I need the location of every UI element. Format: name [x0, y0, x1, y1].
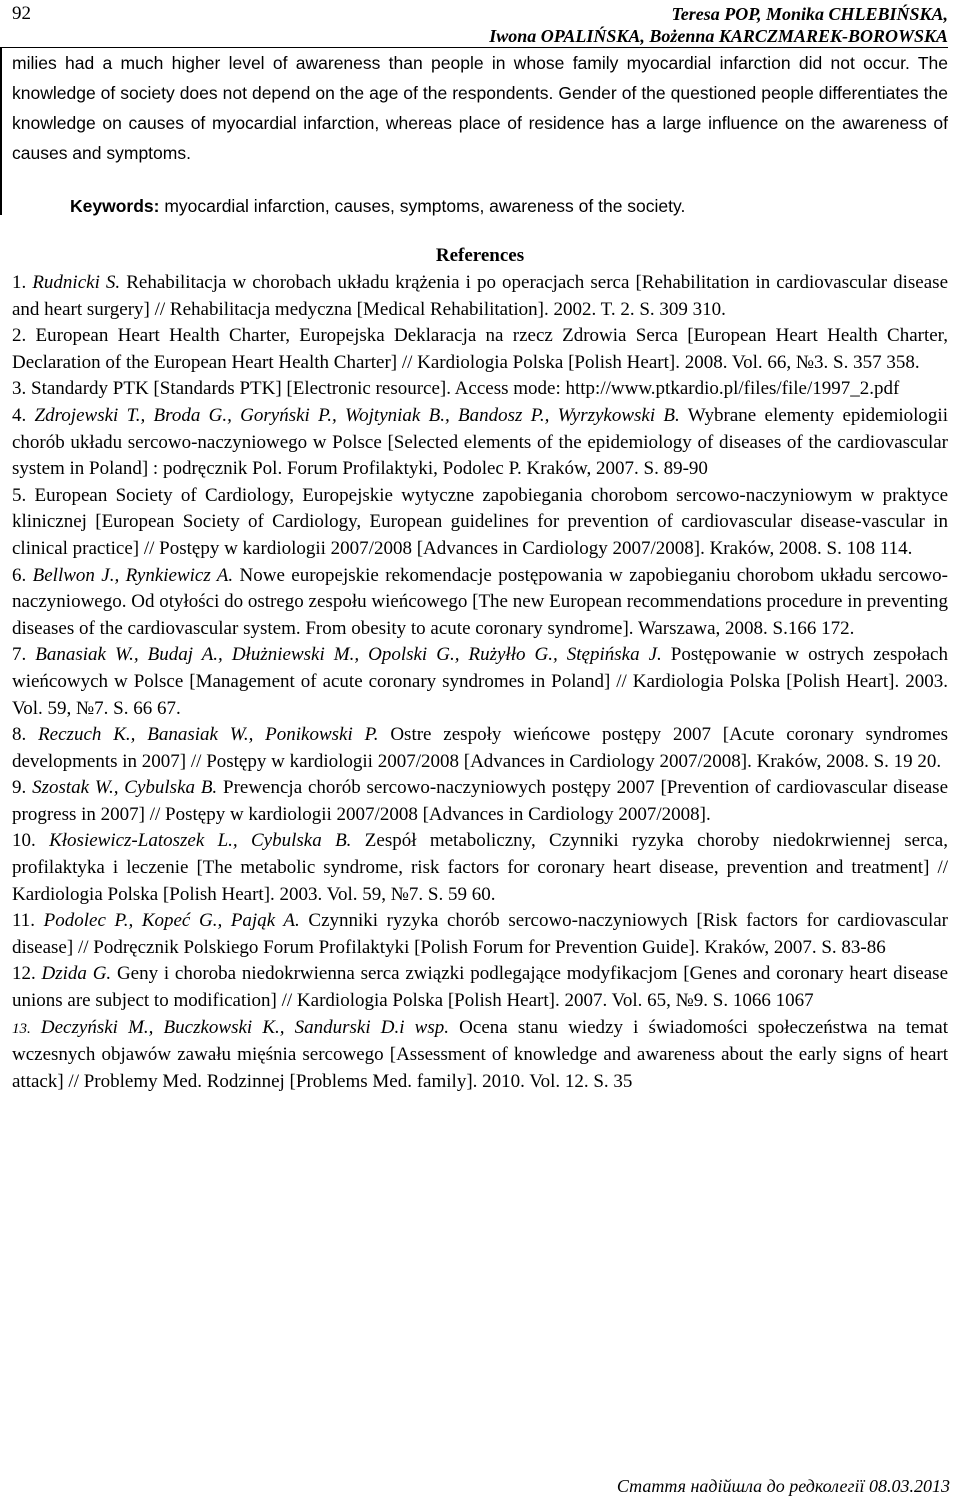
reference-item	[12, 483, 948, 563]
keywords	[70, 191, 950, 221]
received-date-note: Стаття надійшла до редколегії 08.03.2013	[616, 1476, 950, 1496]
running-head	[489, 3, 948, 47]
reference-number: 5.	[12, 484, 27, 506]
reference-item	[12, 775, 948, 828]
reference-text: Wybrane elementy epidemiologii chorób układu sercowo-naczyniowego w Polsce [Selected elements of the epidemiology of diseases of the cardiovascular system in Poland] : podręcznik Pol. Forum Profilaktyki, Podolec P. Kraków, 2007. S. 89-90	[12, 404, 948, 480]
reference-authors: Rudnicki S.	[32, 272, 121, 293]
reference-number: 11.	[12, 910, 36, 932]
reference-item	[12, 270, 948, 323]
reference-text: Prewencja chorób sercowo-naczyniowych postępy 2007 [Prevention of cardiovascular disease progress in 2007] // Postępy w kardiologii 2007/2008 [Advances in Cardiology 2007/2008].	[12, 777, 949, 825]
reference-number: 2.	[12, 325, 27, 347]
reference-authors: Banasiak W., Budaj A., Dłużniewski M., Opolski G., Rużyłło G., Stępińska J.	[35, 644, 662, 666]
reference-authors: Zdrojewski T., Broda G., Goryński P., Wojtyniak B., Bandosz P., Wyrzykowski B.	[34, 404, 680, 426]
reference-text: Nowe europejskie rekomendacje postępowania w zapobieganiu chorobom układu sercowo-naczyniowego. Od otyłości do ostrego zespołu wieńcowego [The new European recommendations procedure in preventing diseases of the cardiovascular system. From obesity to acute coronary syndrome]. Warszawa, 2008. S.166 172.	[12, 564, 948, 639]
reference-authors: Dzida G.	[41, 963, 112, 985]
reference-number: 12.	[12, 963, 36, 985]
abstract	[12, 48, 948, 168]
reference-authors: Deczyński M., Buczkowski K., Sandurski D.i wsp.	[40, 1016, 450, 1038]
reference-number: 6.	[12, 564, 27, 586]
reference-authors: Kłosiewicz-Latoszek L., Cybulska B.	[49, 830, 352, 852]
running-head-line2: Iwona OPALIŃSKA, Bożenna KARCZMAREK-BOROWSKA	[489, 26, 948, 46]
reference-number: 3.	[12, 378, 27, 400]
reference-text: European Heart Health Charter, Europejska Deklaracja na rzecz Zdrowia Serca [European Heart Health Charter, Declaration of the European Heart Health Charter] // Kardiologia Polska [Polish Heart]. 2008. Vol. 66, №3. S. 357 358.	[12, 325, 948, 373]
reference-item	[12, 722, 948, 775]
reference-item	[12, 323, 948, 376]
reference-authors: Bellwon J., Rynkiewicz A.	[32, 564, 234, 586]
reference-authors: Podolec P., Kopeć G., Pająk A.	[43, 910, 300, 932]
reference-authors: Reczuch K., Banasiak W., Ponikowski P.	[38, 724, 379, 746]
reference-number: 4.	[12, 404, 27, 426]
reference-item	[12, 563, 948, 643]
reference-item	[12, 1015, 948, 1096]
reference-number: 8.	[12, 724, 27, 746]
abstract-text: milies had a much higher level of awareness than people in whose family myocardial infarction did not occur. The knowledge of society does not depend on the age of the respondents. Gender of the questioned people differentiates the knowledge on causes of myocardial infarction, whereas place of residence has a large influence on the awareness of causes and symptoms.	[12, 53, 948, 163]
reference-number: 7.	[12, 644, 27, 666]
reference-item	[12, 376, 948, 403]
reference-text: Standardy PTK [Standards PTK] [Electronic resource]. Access mode: http://www.ptkardio.pl/files/file/1997_2.pdf	[31, 378, 900, 400]
reference-text: Postępowanie w ostrych zespołach wieńcowych w Polsce [Management of acute coronary syndromes in Poland] // Kardiologia Polska [Polish Heart]. 2003. Vol. 59, №7. S. 66 67.	[12, 644, 948, 719]
reference-text: Ocena stanu wiedzy i świadomości społeczeństwa na temat wczesnych objawów zawału mięśnia sercowego [Assessment of knowledge and awareness about the early signs of heart attack] // Problemy Med. Rodzinnej [Problems Med. family]. 2010. Vol. 12. S. 35	[12, 1016, 949, 1092]
reference-text: Ostre zespoły wieńcowe postępy 2007 [Acute coronary syndromes developments in 2007] // Postępy w kardiologii 2007/2008 [Advances in Cardiology 2007/2008]. Kraków, 2008. S. 19 20.	[12, 724, 948, 772]
reference-number: 9.	[12, 777, 27, 799]
reference-number: 1.	[12, 272, 27, 293]
reference-text: European Society of Cardiology, Europejskie wytyczne zapobiegania chorobom sercowo-naczyniowym w praktyce klinicznej [European Society of Cardiology, European guidelines for prevention of cardiovascular disease-vascular in clinical practice] // Postępy w kardiologii 2007/2008 [Advances in Cardiology 2007/2008]. Kraków, 2008. S. 108 114.	[12, 484, 949, 559]
running-head-line1: Teresa POP, Monika CHLEBIŃSKA,	[671, 4, 948, 24]
keywords-text: myocardial infarction, causes, symptoms, awareness of the society.	[159, 196, 686, 216]
abstract-side-bar	[0, 47, 2, 215]
reference-text: Rehabilitacja w chorobach układu krążenia i po operacjach serca [Rehabilitation in cardiovascular disease and heart surgery] // Rehabilitacja medyczna [Medical Rehabilitation]. 2002. T. 2. S. 309 310.	[12, 272, 949, 320]
page-number: 92	[12, 3, 31, 24]
reference-text: Czynniki ryzyka chorób sercowo-naczyniowych [Risk factors for cardiovascular disease] // Podręcznik Polskiego Forum Profilaktyki [Polish Forum for Prevention Guide]. Kraków, 2007. S. 83-86	[12, 910, 949, 958]
reference-number: 13.	[12, 1020, 31, 1037]
reference-text: Geny i choroba niedokrwienna serca związki podlegające modyfikacjom [Genes and coronary heart disease unions are subject to modification] // Kardiologia Polska [Polish Heart]. 2007. Vol. 65, №9. S. 1066 1067	[12, 963, 948, 1012]
reference-item	[12, 403, 948, 483]
reference-number: 10.	[12, 830, 36, 852]
reference-authors: Szostak W., Cybulska B.	[32, 777, 218, 799]
reference-item	[12, 908, 948, 961]
reference-item	[12, 642, 948, 722]
reference-item	[12, 961, 948, 1014]
reference-list	[12, 270, 948, 1095]
keywords-label: Keywords:	[70, 196, 160, 216]
reference-item	[12, 828, 948, 908]
references-heading: References	[435, 245, 525, 266]
reference-text: Zespół metaboliczny, Czynniki ryzyka choroby niedokrwiennej serca, profilaktyka i leczenie [The metabolic syndrome, risk factors for coronary heart disease, prevention and treatment] // Kardiologia Polska [Polish Heart]. 2003. Vol. 59, №7. S. 59 60.	[12, 830, 948, 905]
